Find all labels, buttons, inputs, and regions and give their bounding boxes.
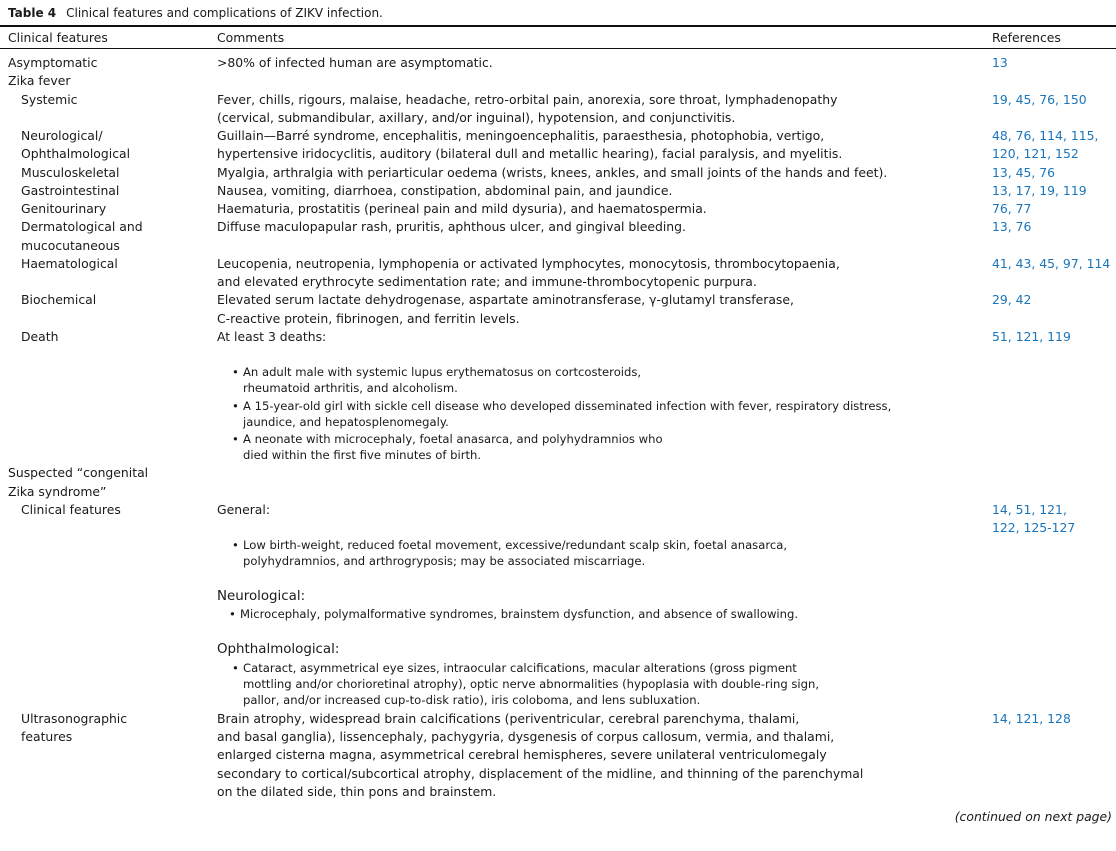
ref-biochemical[interactable]: 29, 42 [992, 292, 1032, 307]
feature-asymptomatic: Asymptomatic [8, 55, 98, 70]
ref-systemic[interactable]: 19, 45, 76, 150 [992, 92, 1087, 107]
death-bullet-1-line1: An adult male with systemic lupus erythematosus on cortcosteroids, [243, 365, 642, 379]
feature-death: Death [21, 329, 59, 344]
ref-neurological-line1[interactable]: 48, 76, 114, 115, [992, 128, 1099, 143]
comment-haematological-line2: and elevated erythrocyte sedimentation rate; and immune-thrombocytopenic purpura. [217, 274, 757, 289]
ref-clinical-line2[interactable]: 122, 125-127 [992, 520, 1076, 535]
bullet-dot: • [232, 538, 239, 552]
comment-death: At least 3 deaths: [217, 329, 327, 344]
comment-gastrointestinal: Nausea, vomiting, diarrhoea, constipation, abdominal pain, and jaundice. [217, 183, 673, 198]
comment-neurological-line1: Guillain—Barré syndrome, encephalitis, meningoencephalitis, paraesthesia, photophobia, vertigo, [217, 128, 825, 143]
death-bullet-1-line2: rheumatoid arthritis, and alcoholism. [243, 381, 458, 395]
feature-neurological-line1: Neurological/ [21, 128, 103, 143]
ref-asymptomatic[interactable]: 13 [992, 55, 1008, 70]
comment-ultrasonographic-line1: Brain atrophy, widespread brain calcifications (periventricular, cerebral parenchyma, thalami, [217, 711, 800, 726]
ref-ultrasonographic[interactable]: 14, 121, 128 [992, 711, 1071, 726]
feature-genitourinary: Genitourinary [21, 201, 107, 216]
ref-death[interactable]: 51, 121, 119 [992, 329, 1071, 344]
clinical-neurological-bullet-text: Microcephaly, polymalformative syndromes, brainstem dysfunction, and absence of swallowing. [240, 607, 799, 621]
comment-ultrasonographic-line2: and basal ganglia), lissencephaly, pachygyria, dysgenesis of corpus callosum, vermia, and thalami, [217, 729, 835, 744]
feature-ultrasonographic-line1: Ultrasonographic [21, 711, 128, 726]
feature-ultrasonographic-line2: features [21, 729, 73, 744]
ref-musculoskeletal[interactable]: 13, 45, 76 [992, 165, 1056, 180]
comment-dermatological: Diffuse maculopapular rash, pruritis, aphthous ulcer, and gingival bleeding. [217, 219, 686, 234]
header-comments: Comments [217, 30, 285, 45]
clinical-ophthalmological-bullet-line2: mottling and/or chorioretinal atrophy), optic nerve abnormalities (hypoplasia with double-ring sign, [243, 677, 820, 691]
feature-gastrointestinal: Gastrointestinal [21, 183, 120, 198]
ref-genitourinary[interactable]: 76, 77 [992, 201, 1032, 216]
clinical-neurological-label: Neurological: [217, 589, 306, 604]
header-references: References [992, 30, 1061, 45]
comment-ultrasonographic-line3: enlarged cisterna magna, asymmetrical cerebral hemispheres, severe unilateral ventriculomegaly [217, 747, 827, 762]
bullet-dot: • [232, 661, 239, 675]
death-bullet-2-line2: jaundice, and hepatosplenomegaly. [243, 415, 449, 429]
header-rule [0, 48, 1116, 49]
bullet-dot: • [232, 432, 239, 446]
comment-ultrasonographic-line4: secondary to cortical/subcortical atrophy, displacement of the midline, and thinning of the parenchymal [217, 766, 864, 781]
table-title: Clinical features and complications of ZIKV infection. [66, 6, 383, 20]
clinical-ophthalmological-bullet-line3: pallor, and/or increased cup-to-disk ratio), iris coloboma, and lens subluxation. [243, 693, 701, 707]
comment-musculoskeletal: Myalgia, arthralgia with periarticular oedema (wrists, knees, ankles, and small joints of the hands and feet). [217, 165, 888, 180]
table-caption [8, 6, 383, 20]
header-clinical-features: Clinical features [8, 30, 108, 45]
bullet-dot: • [232, 365, 239, 379]
death-bullet-3-line2: died within the first five minutes of birth. [243, 448, 482, 462]
comment-haematological-line1: Leucopenia, neutropenia, lymphopenia or activated lymphocytes, monocytosis, thrombocytopaenia, [217, 256, 840, 271]
ref-gastrointestinal[interactable]: 13, 17, 19, 119 [992, 183, 1087, 198]
clinical-ophthalmological-label: Ophthalmological: [217, 642, 340, 657]
bullet-dot: • [229, 607, 236, 621]
ref-haematological[interactable]: 41, 43, 45, 97, 114 [992, 256, 1111, 271]
top-rule [0, 25, 1116, 27]
ref-dermatological[interactable]: 13, 76 [992, 219, 1032, 234]
bullet-dot: • [232, 399, 239, 413]
feature-clinical: Clinical features [21, 502, 121, 517]
clinical-general-bullet-line2: polyhydramnios, and arthrogryposis; may be associated miscarriage. [243, 554, 646, 568]
comment-genitourinary: Haematuria, prostatitis (perineal pain and mild dysuria), and haematospermia. [217, 201, 707, 216]
feature-zika-fever: Zika fever [8, 73, 71, 88]
comment-systemic-line2: (cervical, submandibular, axillary, and/or inguinal), hypotension, and conjunctivitis. [217, 110, 736, 125]
feature-dermatological-line1: Dermatological and [21, 219, 143, 234]
table-label: Table 4 [8, 6, 57, 20]
feature-congenital-line2: Zika syndrome” [8, 484, 107, 499]
ref-neurological-line2[interactable]: 120, 121, 152 [992, 146, 1079, 161]
feature-biochemical: Biochemical [21, 292, 97, 307]
feature-haematological: Haematological [21, 256, 118, 271]
clinical-general-bullet-line1: Low birth-weight, reduced foetal movement, excessive/redundant scalp skin, foetal anasarca, [243, 538, 787, 552]
comment-biochemical-line1: Elevated serum lactate dehydrogenase, aspartate aminotransferase, γ-glutamyl transferase, [217, 292, 794, 307]
feature-dermatological-line2: mucocutaneous [21, 238, 120, 253]
continued-note: (continued on next page) [954, 809, 1112, 824]
comment-systemic-line1: Fever, chills, rigours, malaise, headache, retro-orbital pain, anorexia, sore throat, lymphadenopathy [217, 92, 838, 107]
comment-biochemical-line2: C-reactive protein, fibrinogen, and ferritin levels. [217, 311, 520, 326]
feature-neurological-line2: Ophthalmological [21, 146, 131, 161]
feature-systemic: Systemic [21, 92, 78, 107]
comment-neurological-line2: hypertensive iridocyclitis, auditory (bilateral dull and metallic hearing), facial paralysis, and myelitis. [217, 146, 843, 161]
comment-ultrasonographic-line5: on the dilated side, thin pons and brainstem. [217, 784, 497, 799]
death-bullet-3-line1: A neonate with microcephaly, foetal anasarca, and polyhydramnios who [243, 432, 663, 446]
death-bullet-2-line1: A 15-year-old girl with sickle cell disease who developed disseminated infection with fever, respiratory distress, [243, 399, 892, 413]
clinical-ophthalmological-bullet-line1: Cataract, asymmetrical eye sizes, intraocular calcifications, macular alterations (gross pigment [243, 661, 797, 675]
feature-congenital-line1: Suspected “congenital [8, 465, 149, 480]
clinical-general-label: General: [217, 502, 271, 517]
feature-musculoskeletal: Musculoskeletal [21, 165, 120, 180]
ref-clinical-line1[interactable]: 14, 51, 121, [992, 502, 1067, 517]
comment-asymptomatic: >80% of infected human are asymptomatic. [217, 55, 493, 70]
